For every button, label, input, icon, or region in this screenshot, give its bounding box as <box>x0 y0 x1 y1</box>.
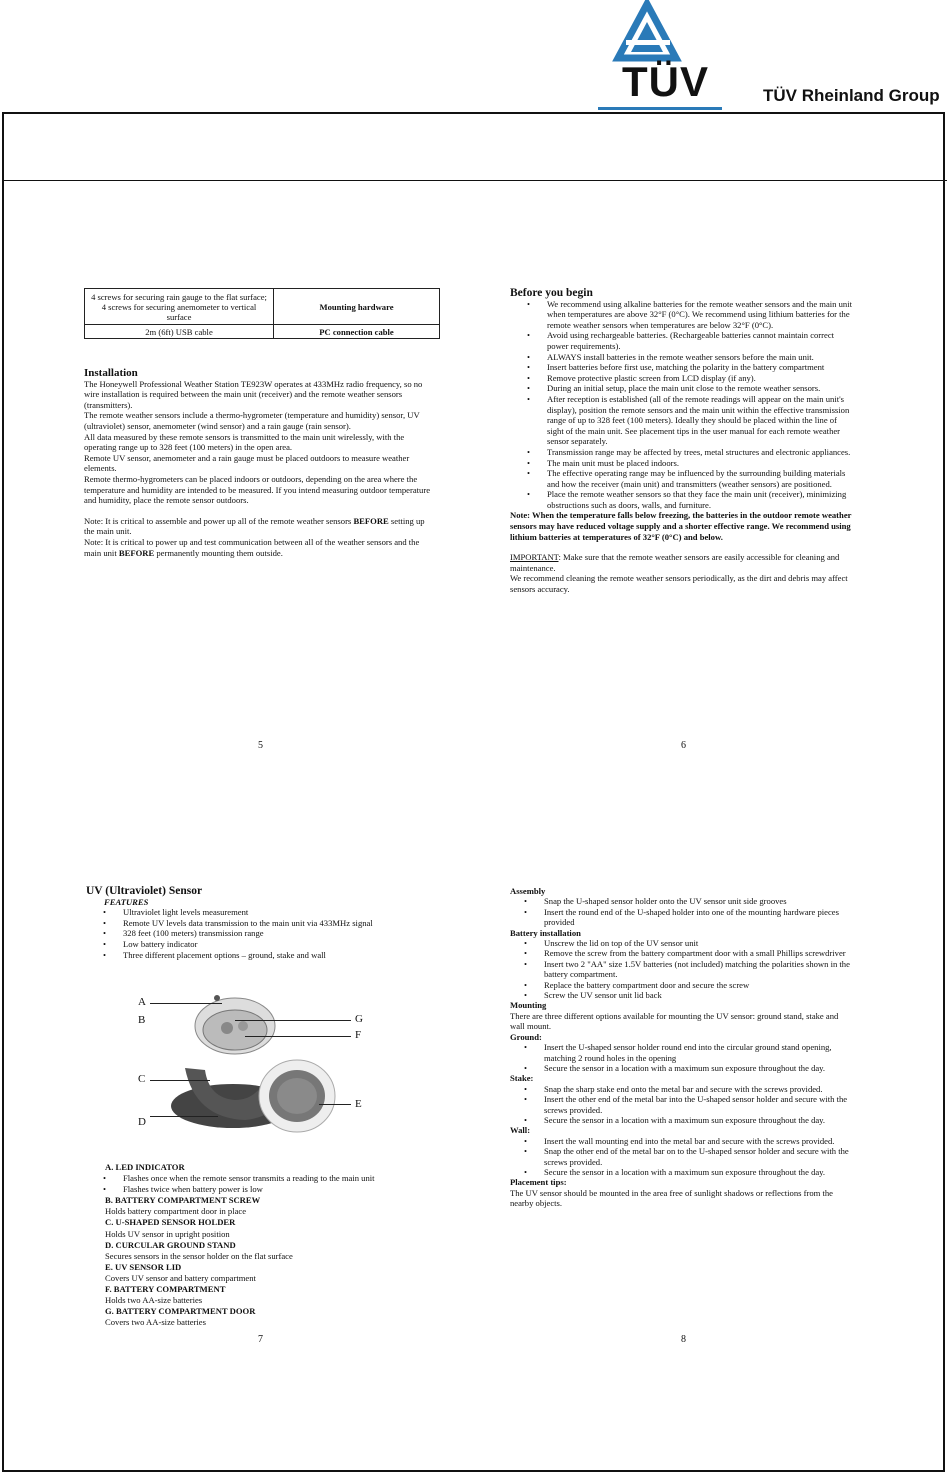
battery-heading: Battery installation <box>510 927 581 938</box>
table-cell: PC connection cable <box>274 325 440 339</box>
logo-underline <box>598 107 722 110</box>
list-item: • Secure the sensor in a location with a maximum sun exposure throughout the day. <box>544 1115 855 1125</box>
leader-line <box>150 1003 222 1004</box>
installation-heading: Installation <box>84 367 138 379</box>
label-f: F <box>355 1029 362 1041</box>
leader-line <box>319 1104 351 1105</box>
mounting-heading: Mounting <box>510 1000 547 1011</box>
leader-line <box>150 1116 218 1117</box>
part-title: E. UV SENSOR LID <box>105 1261 182 1272</box>
tuv-logo <box>600 0 725 110</box>
freezing-note: Note: When the temperature falls below freezing, the batteries in the outdoor remote weather sensors may have reduced voltage supply and a shorter effective range. We recommend using lithium batteries at temperatures of 32°F (0°C) and below. <box>510 510 852 542</box>
part-title: F. BATTERY COMPARTMENT <box>105 1284 226 1295</box>
label-g: G <box>355 1013 363 1025</box>
tips-text: The UV sensor should be mounted in the area free of sunlight shadows or reflections from the nearby objects. <box>510 1187 833 1209</box>
note-emphasis: BEFORE <box>118 547 155 558</box>
list-item: • Insert the round end of the U-shaped holder into one of the mounting hardware pieces provided <box>544 907 855 928</box>
before-heading: Before you begin <box>510 287 593 299</box>
list-item: • Avoid using rechargeable batteries. (Rechargeable batteries cannot maintain correct power requirements). <box>547 330 855 351</box>
part-title: C. U-SHAPED SENSOR HOLDER <box>105 1217 236 1228</box>
list-item: • Snap the other end of the metal bar on to the U-shaped sensor holder and secure with the screws provided. <box>544 1146 855 1167</box>
part-title: G. BATTERY COMPARTMENT DOOR <box>105 1306 256 1317</box>
paragraph: The remote weather sensors include a thermo-hygrometer (temperature and humidity) sensor, UV (ultraviolet) sensor, anemometer (wind sensor) and a rain gauge (rain sensor). <box>84 410 420 431</box>
list-item: • The main unit must be placed indoors. <box>547 458 855 469</box>
list-item: • During an initial setup, place the main unit close to the remote weather sensors. <box>547 383 855 394</box>
label-d: D <box>138 1116 146 1128</box>
cleaning-note: We recommend cleaning the remote weather sensors periodically, as the dirt and debris may affect sensors accuracy. <box>510 573 848 595</box>
hardware-table <box>84 288 440 339</box>
important-note <box>510 552 855 573</box>
assembly-list <box>510 896 855 927</box>
page-6 <box>510 288 855 595</box>
label-e: E <box>355 1098 362 1110</box>
list-item: • After reception is established (all of the remote readings will appear on the main unit's display), position the remote sensors and the main unit within the effective transmission range of up to 328 feet (100 meters). Ideally they should be placed within the line of sight of the main unit. See placement tips in the user manual for each remote weather sensor separately. <box>547 394 855 447</box>
header-divider <box>2 180 947 181</box>
features-label: FEATURES <box>104 896 149 907</box>
group-name: TÜV Rheinland Group <box>763 86 940 105</box>
paragraph: Remote thermo-hygrometers can be placed indoors or outdoors, depending on the area where the temperature and humidity are intended to be measured. If you intend measuring outdoor temperature and humidity, place the remote sensor outdoors. <box>84 473 431 506</box>
features-list <box>86 907 426 960</box>
list-item: • Snap the U-shaped sensor holder onto the UV sensor unit side grooves <box>544 896 855 906</box>
label-a: A <box>138 996 146 1008</box>
list-item: • Insert the other end of the metal bar into the U-shaped sensor holder and secure with the screws provided. <box>544 1094 855 1115</box>
wall-list <box>510 1136 855 1178</box>
part-title: D. CURCULAR GROUND STAND <box>105 1239 236 1250</box>
battery-list <box>510 938 855 1000</box>
list-item: • Insert the wall mounting end into the metal bar and secure with the screws provided. <box>544 1136 855 1146</box>
label-b: B <box>138 1014 146 1026</box>
note <box>84 516 436 537</box>
ground-list <box>510 1042 855 1073</box>
note <box>84 537 436 558</box>
uv-sensor-diagram <box>135 988 375 1138</box>
note-text: permanently mounting them outside. <box>154 547 283 558</box>
mounting-text: There are three different options available for mounting the UV sensor: ground stand, stake and wall mount. <box>510 1010 839 1032</box>
uv-heading: UV (Ultraviolet) Sensor <box>86 885 203 897</box>
assembly-heading: Assembly <box>510 886 546 896</box>
list-item: • Three different placement options – ground, stake and wall <box>123 950 426 961</box>
stake-list <box>510 1084 855 1126</box>
note-text: Note: It is critical to power up and test communication between all of the weather sensors and the main unit <box>84 536 420 558</box>
list-item: • The effective operating range may be influenced by the surrounding building materials and how the receiver (main unit) and transmitters (weather sensors) are positioned. <box>547 468 855 489</box>
paragraph: Remote UV sensor, anemometer and a rain gauge must be placed outdoors to measure weather elements. <box>84 452 410 474</box>
page-7 <box>86 886 426 960</box>
part-desc: Holds battery compartment door in place <box>105 1206 247 1217</box>
list-item: • Ultraviolet light levels measurement <box>123 907 426 918</box>
installation-section <box>84 368 436 558</box>
label-c: C <box>138 1073 146 1085</box>
note-text: setting up the main unit. <box>84 515 425 537</box>
page-8 <box>510 886 855 1209</box>
leader-line <box>245 1036 351 1037</box>
list-item: • Secure the sensor in a location with a maximum sun exposure throughout the day. <box>544 1063 855 1073</box>
list-item: • We recommend using alkaline batteries for the remote weather sensors and the main unit when temperatures are above 32°F (0°C). We recommend using lithium batteries for the remote weather sensors when temperatures are below 32°F (0°C). <box>547 299 855 331</box>
table-row <box>85 289 440 325</box>
list-item: • Insert two 2 "AA" size 1.5V batteries (not included) matching the polarities shown in the battery compartment. <box>544 959 855 980</box>
stake-heading: Stake: <box>510 1073 534 1084</box>
leader-line <box>150 1080 210 1081</box>
page-number: 6 <box>681 740 686 751</box>
parts-list <box>105 1162 445 1328</box>
list-item: • 328 feet (100 meters) transmission range <box>123 928 426 939</box>
list-item: • Transmission range may be affected by trees, metal structures and electronic appliances. <box>547 447 855 458</box>
tips-heading: Placement tips: <box>510 1177 567 1188</box>
page-number: 5 <box>258 740 263 751</box>
list-item: • Flashes twice when battery power is low <box>123 1184 445 1195</box>
part-desc: Covers UV sensor and battery compartment <box>105 1272 256 1283</box>
paragraph: The Honeywell Professional Weather Station TE923W operates at 433MHz radio frequency, so no wire installation is required between the main unit (receiver) and the remote weather sensors (transmitters). <box>84 378 423 410</box>
list-item: • Remove protective plastic screen from LCD display (if any). <box>547 373 855 384</box>
part-bullets <box>105 1173 445 1195</box>
part-desc: Secures sensors in the sensor holder on the flat surface <box>105 1250 293 1261</box>
list-item: • Unscrew the lid on top of the UV sensor unit <box>544 938 855 948</box>
list-item: • Remove the screw from the battery compartment door with a small Phillips screwdriver <box>544 948 855 958</box>
page-number: 7 <box>258 1334 263 1345</box>
wall-heading: Wall: <box>510 1125 531 1136</box>
part-desc: Covers two AA-size batteries <box>105 1317 206 1328</box>
table-cell: 2m (6ft) USB cable <box>85 325 274 339</box>
leader-line <box>235 1020 351 1021</box>
list-item: • Replace the battery compartment door and secure the screw <box>544 980 855 990</box>
page-5 <box>84 288 444 558</box>
list-item: • Flashes once when the remote sensor transmits a reading to the main unit <box>123 1173 445 1184</box>
before-list <box>510 299 855 511</box>
list-item: • Screw the UV sensor unit lid back <box>544 990 855 1000</box>
important-text: : Make sure that the remote weather sensors are easily accessible for cleaning and maintenance. <box>510 552 840 573</box>
list-item: • Secure the sensor in a location with a maximum sun exposure throughout the day. <box>544 1167 855 1177</box>
part-desc: Holds UV sensor in upright position <box>105 1228 230 1239</box>
list-item: • Remote UV levels data transmission to the main unit via 433MHz signal <box>123 918 426 929</box>
list-item: • Place the remote weather sensors so that they face the main unit (receiver), minimizing obstructions such as doors, walls, and furniture. <box>547 489 855 510</box>
list-item: • Insert the U-shaped sensor holder round end into the circular ground stand opening, matching 2 round holes in the opening <box>544 1042 855 1063</box>
note-text: Note: It is critical to assemble and power up all of the remote weather sensors <box>84 515 354 526</box>
list-item: • Snap the sharp stake end onto the metal bar and secure with the screws provided. <box>544 1084 855 1094</box>
part-desc: Holds two AA-size batteries <box>105 1295 203 1306</box>
list-item: • Insert batteries before first use, matching the polarity in the battery compartment <box>547 362 855 373</box>
important-label: IMPORTANT <box>510 552 559 563</box>
tuv-triangle-icon <box>600 0 725 62</box>
table-cell: 4 screws for securing rain gauge to the flat surface; 4 screws for securing anemometer to vertical surface <box>85 289 274 325</box>
brand-name: TÜV <box>622 58 709 105</box>
page-number: 8 <box>681 1334 686 1345</box>
table-row <box>85 325 440 339</box>
note-emphasis: BEFORE <box>353 515 389 526</box>
list-item: • Low battery indicator <box>123 939 426 950</box>
table-cell: Mounting hardware <box>274 289 440 325</box>
part-title: B. BATTERY COMPARTMENT SCREW <box>105 1195 261 1206</box>
paragraph: All data measured by these remote sensors is transmitted to the main unit wirelessly, with the operating range up to 328 feet (100 meters) in the open area. <box>84 431 405 453</box>
list-item: • ALWAYS install batteries in the remote weather sensors before the main unit. <box>547 352 855 363</box>
ground-heading: Ground: <box>510 1031 542 1042</box>
part-title: A. LED INDICATOR <box>105 1162 185 1172</box>
